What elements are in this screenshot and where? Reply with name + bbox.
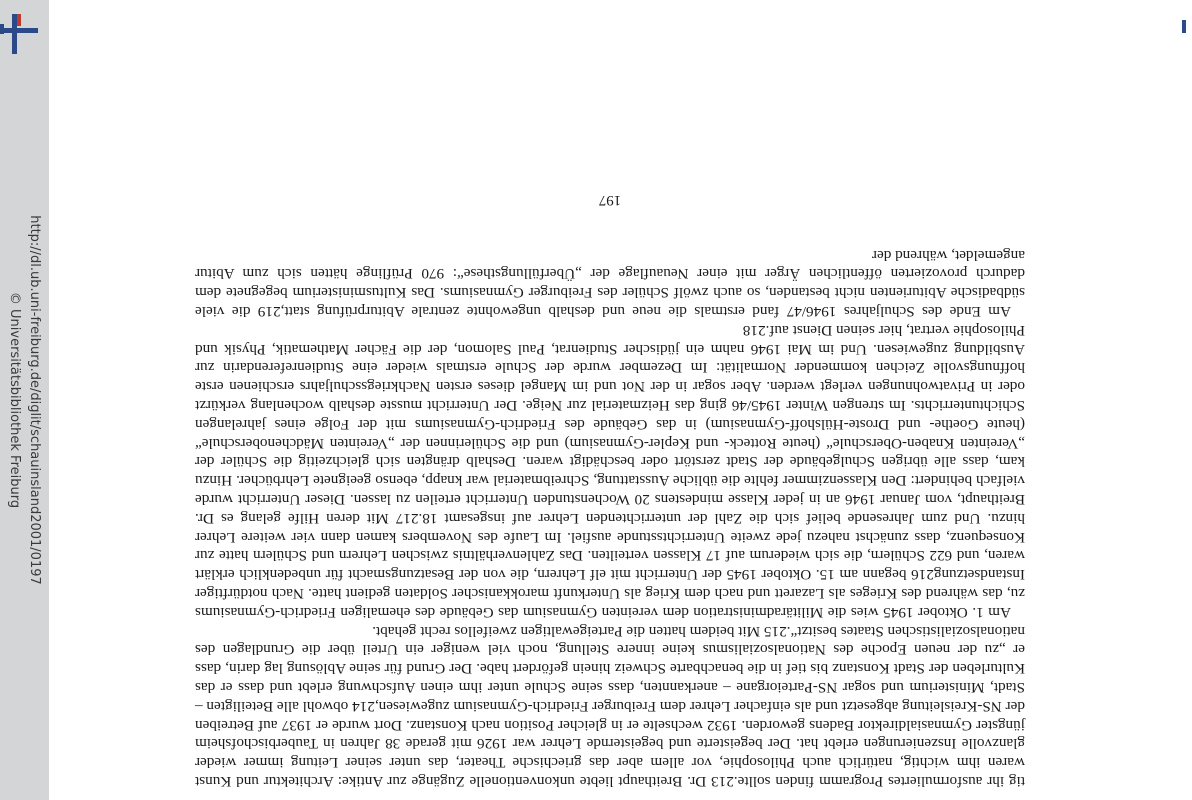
page-body <box>195 245 1025 790</box>
copyright-notice: © Universitätsbibliothek Freiburg <box>7 291 22 509</box>
scan-edge-mark <box>1182 20 1186 33</box>
source-info <box>4 215 44 585</box>
source-url[interactable]: http://dl.ub.uni-freiburg.de/diglit/schauinsland2001/0197 <box>27 215 42 585</box>
paragraph: Am Ende des Schuljahres 1946/47 fand erstmals die neue und deshalb ungewohnte zentrale Abiturprüfung statt,219 die viele südbadische Abiturienten nicht bestanden, so auch zwölf Schüler des Freiburger Gymnasiums. Das Kultusministerium begegnete dem dadurch provozierten öffentlichen Ärger mit einer Neuauflage der „Überfüllungsthese“: 970 Prüflinge hätten sich zum Abitur angemeldet, während der <box>195 246 1025 321</box>
scanned-page <box>195 30 1025 790</box>
viewer-sidebar <box>0 0 49 800</box>
university-logo-icon[interactable] <box>0 14 44 54</box>
page-number: 197 <box>598 192 622 208</box>
paragraph: tig ihr ausformuliertes Programm finden sollte.213 Dr. Breithaupt liebte unkonventionelle Zugänge zur Antike: Architektur und Kunst waren ihm wichtig, natürlich auch Philosophie, vor allem aber das griechische Theater, das unter seiner Leitung immer wieder glanzvolle Inszenierungen erlebt hat. Der begeisterte und begeisternde Lehrer war 1926 mit gerade 38 Jahren in Tauberbischofsheim jüngster Gymnasialdirektor Badens geworden. 1932 wechselte er in gleicher Position nach Konstanz. Dort wurde er 1937 auf Betreiben der NS-Kreisleitung abgesetzt und als einfacher Lehrer dem Freiburger Friedrich-Gymnasium zugewiesen,214 obwohl alle Beteiligten – Stadt, Ministerium und sogar NS-Parteiorgane – anerkannten, dass seine Schule unter ihm einen Aufschwung erlebt und dass er das Kulturleben der Stadt Konstanz bis tief in die benachbarte Schweiz hinein gefördert habe. Der Grund für seine Ablösung lag darin, dass er „zu der neuen Epoche des Nationalsozialismus keine innere Stellung, noch viel weniger ein Urteil über die Grundlagen des nationalsozialistischen Staates besitzt“.215 Mit beidem hatten die Parteigewaltigen zweifellos recht gehabt. <box>195 622 1025 790</box>
paragraph: Am 1. Oktober 1945 wies die Militäradministration dem vereinten Gymnasium das Gebäude des ehemaligen Friedrich-Gymnasiums zu, das während des Krieges als Lazarett und nach dem Krieg als Unterkunft marokkanischer Soldaten gedient hatte. Nach notdürftiger Instandsetzung216 begann am 15. Oktober 1945 der Unterricht mit elf Lehrern, die von der Besatzungsmacht für unbedenklich erklärt waren, und 622 Schülern, die sich wiederum auf 17 Klassen verteilten. Das Zahlenverhältnis zwischen Lehrern und Schülern hatte zur Konsequenz, dass zunächst nahezu jede zweite Unterrichtsstunde ausfiel. Im Laufe des Novembers kamen dann vier weitere Lehrer hinzu. Und zum Jahresende belief sich die Zahl der unterrichtenden Lehrer auf insgesamt 18.217 Mit deren Hilfe gelang es Dr. Breithaupt, vom Januar 1946 an in jeder Klasse mindestens 20 Wochenstunden Unterricht erteilen zu lassen. Dieser Unterricht wurde vielfach behindert: Den Klassenzimmer fehlte die übliche Ausstattung, Schreibmaterial war knapp, ebenso geeignete Lehrbücher. Hinzu kam, dass alle übrigen Schulgebäude der Stadt zerstört oder beschädigt waren. Deshalb drängten sich gleichzeitig die Schüler der „Vereinten Knaben-Oberschule“ (heute Rotteck- und Kepler-Gymnasium) und die Schülerinnen der „Vereinten Mädchenoberschule“ (heute Goethe- und Droste-Hülshoff-Gymnasium) in das Gebäude des Friedrich-Gymnasiums mit der Folge eines jahrelangen Schichtunterrichts. Im strengen Winter 1945/46 ging das Heizmaterial zur Neige. Der Unterricht musste deshalb wochenlang verkürzt oder in Privatwohnungen verlegt werden. Aber sogar in der Not und im Mangel dieses ersten Nachkriegsschuljahrs erschienen erste hoffnungsvolle Zeichen kommender Normalität: Im Dezember wurde der Schule erstmals wieder eine Studienreferendarin zur Ausbildung zugewiesen. Und im Mai 1946 nahm ein jüdischer Studienrat, Paul Salomon, der die Fächer Mathematik, Physik und Philosophie vertrat, hier seinen Dienst auf.218 <box>195 321 1025 621</box>
